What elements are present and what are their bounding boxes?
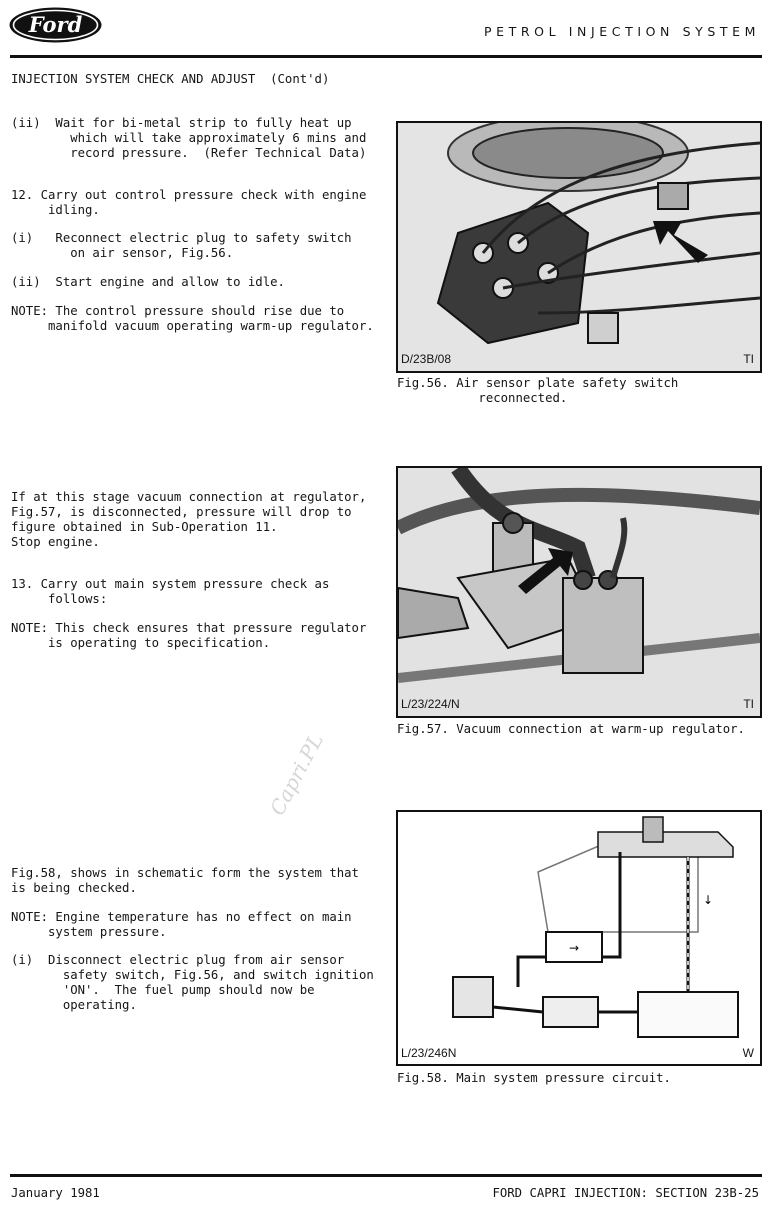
fig58-mark: W — [742, 1046, 754, 1060]
watermark: Capri.PL — [265, 729, 329, 820]
fig58-caption: Fig.58. Main system pressure circuit. — [397, 1071, 671, 1085]
fig57-caption: Fig.57. Vacuum connection at warm-up regulator. — [397, 722, 745, 736]
header-rule — [10, 55, 762, 58]
fig56-mark: TI — [743, 352, 754, 366]
vacuum-paragraph: If at this stage vacuum connection at regulator, Fig.57, is disconnected, pressure will drop to figure obtained in Sub-Operation 11. Stop engine. — [11, 490, 367, 549]
fig57-photo — [396, 466, 762, 718]
step-i-reconnect: (i) Reconnect electric plug to safety switch on air sensor, Fig.56. — [11, 231, 352, 260]
step-i-disconnect: (i) Disconnect electric plug from air sensor safety switch, Fig.56, and switch ignition 'ON'. The fuel pump should now be operating. — [11, 953, 374, 1012]
header-title: PETROL INJECTION SYSTEM — [484, 24, 760, 39]
step-13: 13. Carry out main system pressure check as follows: — [11, 577, 330, 606]
fig56-ref: D/23B/08 — [401, 352, 452, 366]
fig57-ref: L/23/224/N — [401, 697, 460, 711]
svg-text:→: → — [568, 941, 580, 955]
note-engine-temperature: NOTE: Engine temperature has no effect on main system pressure. — [11, 910, 352, 939]
fig57-mark: TI — [743, 697, 754, 711]
fig56-photo — [396, 121, 762, 373]
fig58-paragraph: Fig.58, shows in schematic form the system that is being checked. — [11, 866, 359, 895]
note-control-pressure: NOTE: The control pressure should rise due to manifold vacuum operating warm-up regulator. — [11, 304, 374, 333]
step-ii-bimetal: (ii) Wait for bi-metal strip to fully heat up which will take approximately 6 mins and record pressure. (Refer Technical Data) — [11, 116, 367, 160]
ford-logo — [8, 6, 103, 44]
step-ii-start: (ii) Start engine and allow to idle. — [11, 275, 285, 289]
note-check: NOTE: This check ensures that pressure regulator is operating to specification. — [11, 621, 367, 650]
footer-section: FORD CAPRI INJECTION: SECTION 23B-25 — [492, 1186, 759, 1200]
svg-text:↓: ↓ — [702, 893, 714, 907]
fig56-caption: Fig.56. Air sensor plate safety switch reconnected. — [397, 376, 679, 405]
footer-date: January 1981 — [11, 1186, 100, 1200]
footer-rule — [10, 1174, 762, 1177]
fig58-schematic — [396, 810, 762, 1066]
section-heading: INJECTION SYSTEM CHECK AND ADJUST (Cont'd) — [11, 72, 330, 86]
fig58-ref: L/23/246N — [401, 1046, 457, 1060]
step-12: 12. Carry out control pressure check with engine idling. — [11, 188, 367, 217]
svg-text:Ford: Ford — [28, 12, 83, 37]
